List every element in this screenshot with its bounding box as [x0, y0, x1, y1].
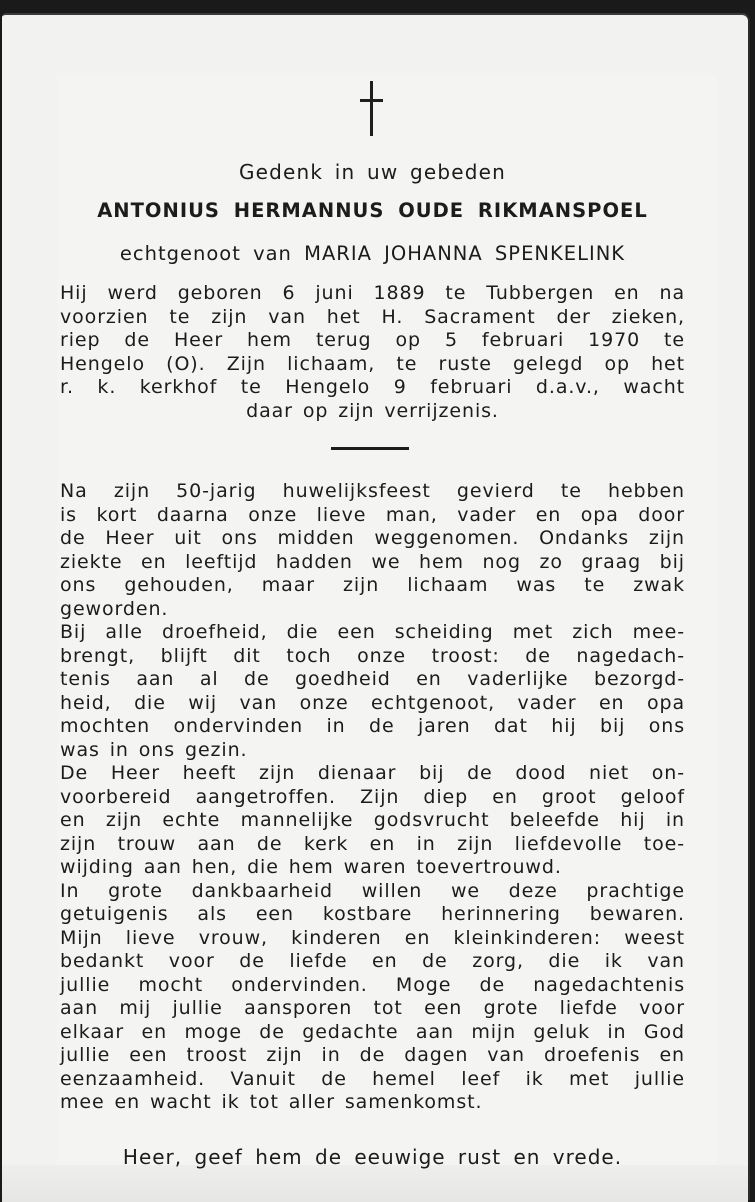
body-line: is kort daarna onze lieve man, vader en opa door [60, 503, 685, 526]
body-line: brengt, blijft dit toch onze troost: de nagedach- [60, 644, 685, 667]
body-line: ons gehouden, maar zijn lichaam was te zwak [60, 574, 685, 596]
bio-line: voorzien te zijn van het H. Sacrament der zieken, [60, 305, 685, 328]
body-line: was in ons gezin. [60, 738, 248, 761]
spouse-line: echtgenoot van MARIA JOHANNA SPENKELINK [119, 242, 626, 265]
biography-paragraph [60, 282, 685, 423]
deceased-name: ANTONIUS HERMANNUS OUDE RIKMANSPOEL [97, 199, 648, 222]
bio-line: daar op zijn verrijzenis. [246, 399, 499, 422]
intro-line: Gedenk in uw gebeden [238, 160, 507, 184]
divider-rule [331, 447, 409, 450]
body-line: en zijn echte mannelijke godsvrucht beleefde hij in [60, 809, 685, 831]
body-line: getuigenis als een kostbare herinnering bewaren. [60, 903, 685, 925]
body-line: Mijn lieve vrouw, kinderen en kleinkinderen: weest [60, 926, 685, 949]
memorial-text [60, 480, 685, 1115]
bio-line: r. k. kerkhof te Hengelo 9 februari d.a.v., wacht [60, 376, 685, 398]
body-line: eenzaamheid. Vanuit de hemel leef ik met jullie [60, 1067, 685, 1090]
closing-prayer: Heer, geef hem de eeuwige rust en vrede. [122, 1145, 623, 1169]
body-line: tenis aan al de goedheid en vaderlijke bezorgd- [60, 668, 685, 690]
body-line: jullie een troost zijn in de dagen van droefenis en [60, 1044, 685, 1066]
body-line: De Heer heeft zijn dienaar bij de dood niet on- [60, 762, 685, 784]
body-line: In grote dankbaarheid willen we deze prachtige [60, 879, 685, 902]
body-line: Bij alle droefheid, die een scheiding met zich mee- [60, 621, 685, 643]
body-line: mochten ondervinden in de jaren dat hij bij ons [60, 715, 685, 737]
body-line: bedankt voor de liefde en de zorg, die ik van [60, 950, 685, 972]
body-line: voorbereid aangetroffen. Zijn diep en groot geloof [60, 785, 685, 808]
body-line: wijding aan hen, die hem waren toevertrouwd. [60, 856, 562, 878]
body-line: aan mij jullie aansporen tot een grote liefde voor [60, 997, 685, 1019]
body-line: elkaar en moge de gedachte aan mijn geluk in God [60, 1020, 685, 1043]
body-line: jullie mocht ondervinden. Moge de nagedachtenis [60, 973, 685, 996]
body-line: mee en wacht ik tot aller samenkomst. [60, 1091, 483, 1113]
paper-shadow [2, 1165, 748, 1202]
body-line: heid, die wij van onze echtgenoot, vader en opa [60, 691, 685, 714]
body-line: Na zijn 50-jarig huwelijksfeest gevierd te hebben [60, 480, 685, 502]
cross-icon [357, 81, 387, 136]
body-line: geworden. [60, 597, 169, 620]
bio-line: riep de Heer hem terug op 5 februari 1970 te [60, 329, 685, 351]
body-line: zijn trouw aan de kerk en in zijn liefdevolle toe- [60, 832, 685, 855]
body-line: ziekte en leeftijd hadden we hem nog zo graag bij [60, 550, 685, 573]
bio-line: Hij werd geboren 6 juni 1889 te Tubbergen en na [60, 282, 685, 304]
body-line: de Heer uit ons midden weggenomen. Ondanks zijn [60, 527, 685, 549]
bio-line: Hengelo (O). Zijn lichaam, te ruste gelegd op het [60, 352, 685, 375]
